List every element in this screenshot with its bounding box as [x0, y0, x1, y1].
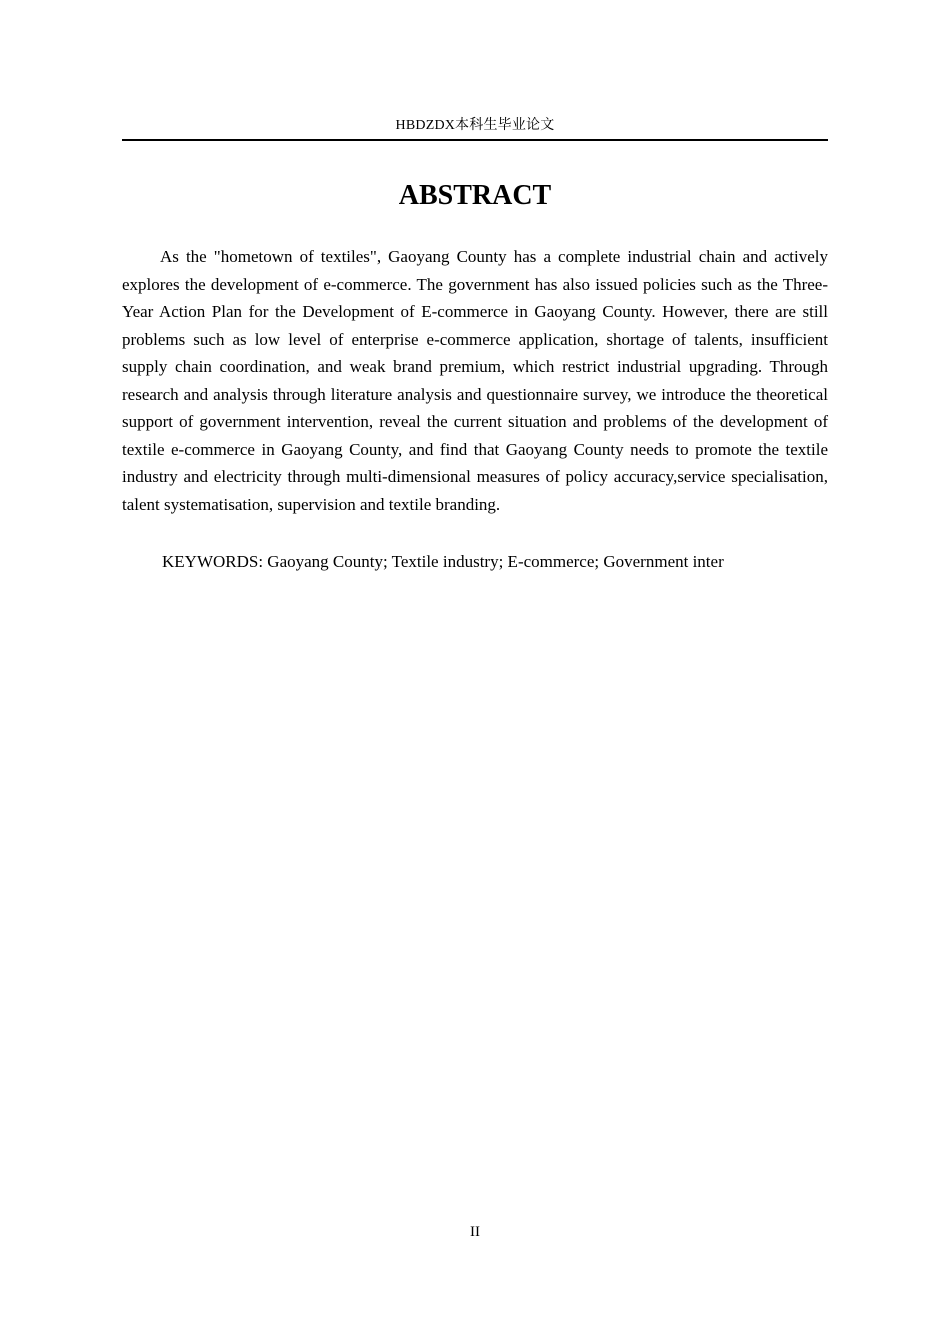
page-number: II: [470, 1224, 480, 1240]
keywords-line: KEYWORDS: Gaoyang County; Textile industry; E-commerce; Government inter: [162, 552, 724, 571]
running-header: HBDZDX本科生毕业论文: [395, 118, 555, 133]
abstract-body: [122, 243, 828, 518]
header-divider: [122, 139, 828, 141]
abstract-paragraph: As the "hometown of textiles", Gaoyang County has a complete industrial chain and actively explores the development of e-commerce. The government has also issued policies such as the Three-Year Action Plan for the Development of E-commerce in Gaoyang County. However, there are still problems such as low level of enterprise e-commerce application, shortage of talents, insufficient supply chain coordination, and weak brand premium, which restrict industrial upgrading. Through research and analysis through literature analysis and questionnaire survey, we introduce the theoretical support of government intervention, reveal the current situation and problems of the development of textile e-commerce in Gaoyang County, and find that Gaoyang County needs to promote the textile industry and electricity through multi-dimensional measures of policy accuracy,service specialisation, talent systematisation, supervision and textile branding.: [122, 247, 828, 514]
abstract-title: ABSTRACT: [398, 180, 552, 211]
